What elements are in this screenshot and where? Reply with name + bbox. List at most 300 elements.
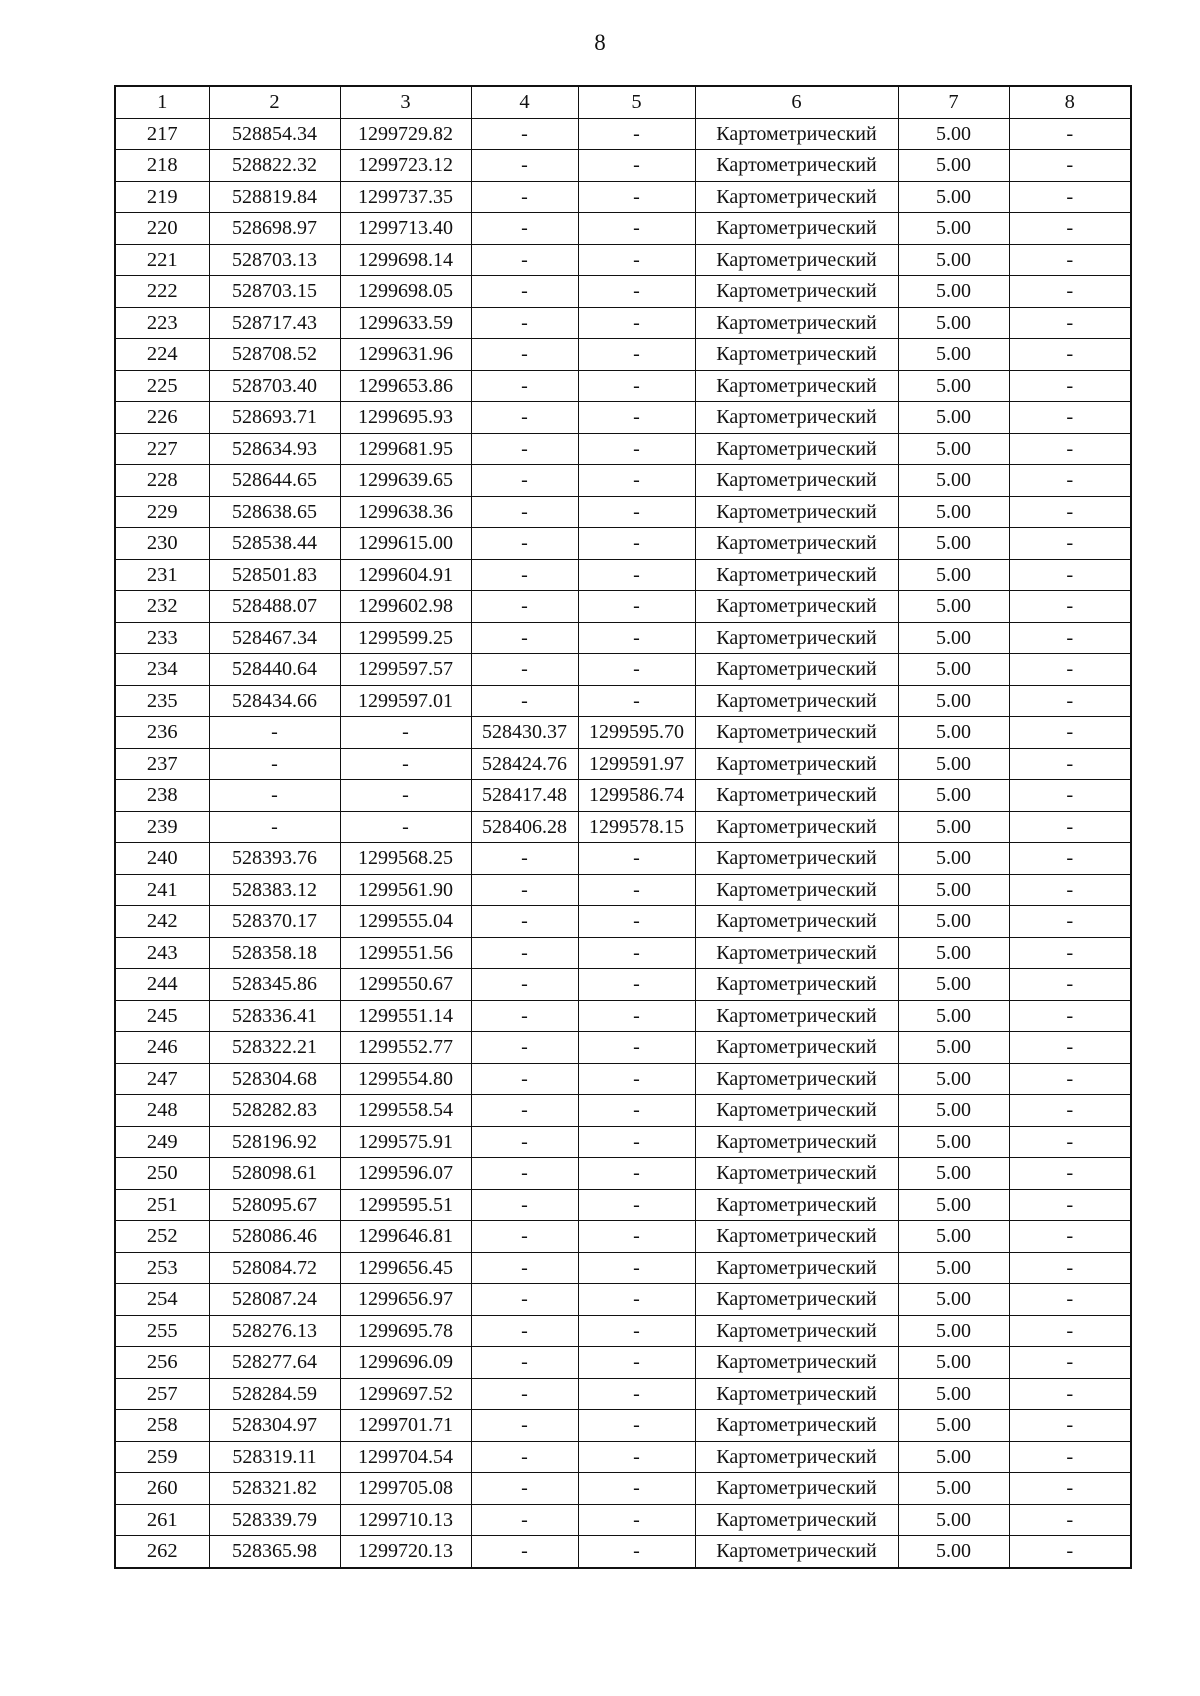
cell-col-5: - [578,1441,695,1473]
cell-col-8: - [1009,370,1131,402]
cell-col-3: 1299633.59 [340,307,471,339]
cell-point-number: 226 [115,402,209,434]
cell-col-8: - [1009,1158,1131,1190]
cell-col-3: 1299555.04 [340,906,471,938]
cell-accuracy: 5.00 [898,339,1009,371]
cell-point-number: 220 [115,213,209,245]
cell-accuracy: 5.00 [898,1158,1009,1190]
cell-col-8: - [1009,1221,1131,1253]
cell-col-5: - [578,906,695,938]
cell-col-4: - [471,213,578,245]
cell-col-5: - [578,622,695,654]
cell-accuracy: 5.00 [898,150,1009,182]
cell-col-2: 528644.65 [209,465,340,497]
cell-col-5: 1299591.97 [578,748,695,780]
cell-point-number: 262 [115,1536,209,1568]
cell-point-number: 258 [115,1410,209,1442]
cell-method: Картометрический [695,496,898,528]
cell-point-number: 249 [115,1126,209,1158]
cell-col-2: 528086.46 [209,1221,340,1253]
cell-method: Картометрический [695,1126,898,1158]
column-header-3: 3 [340,86,471,118]
table-row [115,244,1131,276]
table-row [115,811,1131,843]
cell-col-4: - [471,906,578,938]
cell-col-3: 1299595.51 [340,1189,471,1221]
cell-col-5: - [578,528,695,560]
table-row [115,717,1131,749]
cell-point-number: 227 [115,433,209,465]
cell-col-2: 528322.21 [209,1032,340,1064]
cell-col-3: 1299653.86 [340,370,471,402]
cell-method: Картометрический [695,307,898,339]
table-row [115,213,1131,245]
cell-accuracy: 5.00 [898,685,1009,717]
cell-col-2: 528638.65 [209,496,340,528]
cell-col-3: 1299554.80 [340,1063,471,1095]
column-header-7: 7 [898,86,1009,118]
cell-accuracy: 5.00 [898,118,1009,150]
cell-col-4: - [471,654,578,686]
cell-col-2: 528336.41 [209,1000,340,1032]
cell-col-2: 528284.59 [209,1378,340,1410]
cell-col-4: - [471,591,578,623]
cell-col-8: - [1009,433,1131,465]
cell-col-4: - [471,1347,578,1379]
cell-col-8: - [1009,118,1131,150]
cell-point-number: 250 [115,1158,209,1190]
table-row [115,276,1131,308]
cell-accuracy: 5.00 [898,465,1009,497]
cell-col-3: 1299638.36 [340,496,471,528]
cell-method: Картометрический [695,1063,898,1095]
cell-col-2: 528304.68 [209,1063,340,1095]
cell-accuracy: 5.00 [898,1189,1009,1221]
cell-method: Картометрический [695,1252,898,1284]
cell-col-3: 1299656.45 [340,1252,471,1284]
cell-accuracy: 5.00 [898,1504,1009,1536]
cell-col-3: 1299705.08 [340,1473,471,1505]
cell-col-3: 1299599.25 [340,622,471,654]
cell-point-number: 235 [115,685,209,717]
cell-col-8: - [1009,1000,1131,1032]
cell-method: Картометрический [695,150,898,182]
table-row [115,654,1131,686]
cell-accuracy: 5.00 [898,1252,1009,1284]
cell-col-5: - [578,1536,695,1568]
table-row [115,433,1131,465]
cell-col-2: 528087.24 [209,1284,340,1316]
cell-col-3: 1299695.93 [340,402,471,434]
cell-method: Картометрический [695,591,898,623]
table-row [115,1063,1131,1095]
cell-method: Картометрический [695,1441,898,1473]
cell-col-8: - [1009,496,1131,528]
cell-col-8: - [1009,307,1131,339]
cell-point-number: 260 [115,1473,209,1505]
cell-accuracy: 5.00 [898,1315,1009,1347]
cell-col-3: 1299646.81 [340,1221,471,1253]
cell-col-2: - [209,811,340,843]
cell-point-number: 224 [115,339,209,371]
cell-col-2: 528383.12 [209,874,340,906]
cell-point-number: 257 [115,1378,209,1410]
cell-method: Картометрический [695,465,898,497]
cell-col-2: 528488.07 [209,591,340,623]
cell-col-2: - [209,717,340,749]
cell-point-number: 248 [115,1095,209,1127]
cell-col-8: - [1009,906,1131,938]
cell-accuracy: 5.00 [898,748,1009,780]
cell-col-2: 528854.34 [209,118,340,150]
page-number: 8 [594,30,606,55]
cell-method: Картометрический [695,843,898,875]
cell-col-8: - [1009,1441,1131,1473]
cell-col-5: - [578,433,695,465]
cell-point-number: 254 [115,1284,209,1316]
column-header-2: 2 [209,86,340,118]
cell-col-2: - [209,780,340,812]
cell-accuracy: 5.00 [898,874,1009,906]
cell-col-8: - [1009,150,1131,182]
cell-col-4: - [471,685,578,717]
cell-col-8: - [1009,402,1131,434]
cell-method: Картометрический [695,1315,898,1347]
cell-col-4: - [471,1158,578,1190]
cell-col-4: - [471,1032,578,1064]
cell-col-3: 1299697.52 [340,1378,471,1410]
table-row [115,780,1131,812]
cell-method: Картометрический [695,339,898,371]
cell-accuracy: 5.00 [898,1410,1009,1442]
cell-point-number: 237 [115,748,209,780]
cell-col-3: - [340,717,471,749]
cell-col-3: 1299597.01 [340,685,471,717]
cell-point-number: 261 [115,1504,209,1536]
table-row [115,528,1131,560]
cell-col-8: - [1009,811,1131,843]
cell-point-number: 259 [115,1441,209,1473]
cell-accuracy: 5.00 [898,717,1009,749]
cell-point-number: 244 [115,969,209,1001]
cell-col-5: - [578,1315,695,1347]
cell-col-4: - [471,1095,578,1127]
cell-accuracy: 5.00 [898,654,1009,686]
cell-col-2: 528319.11 [209,1441,340,1473]
table-row [115,1410,1131,1442]
table-row [115,1536,1131,1568]
cell-col-5: - [578,1063,695,1095]
cell-point-number: 247 [115,1063,209,1095]
table-row [115,843,1131,875]
cell-point-number: 231 [115,559,209,591]
cell-col-4: - [471,1126,578,1158]
cell-method: Картометрический [695,1221,898,1253]
cell-accuracy: 5.00 [898,1347,1009,1379]
cell-col-8: - [1009,559,1131,591]
cell-col-2: 528370.17 [209,906,340,938]
cell-col-4: - [471,1504,578,1536]
cell-col-2: 528703.15 [209,276,340,308]
cell-col-4: - [471,1063,578,1095]
cell-accuracy: 5.00 [898,181,1009,213]
table-row [115,307,1131,339]
cell-method: Картометрический [695,528,898,560]
cell-accuracy: 5.00 [898,496,1009,528]
cell-col-8: - [1009,654,1131,686]
cell-point-number: 242 [115,906,209,938]
cell-point-number: 223 [115,307,209,339]
table-row [115,150,1131,182]
cell-col-8: - [1009,1126,1131,1158]
cell-col-2: - [209,748,340,780]
cell-point-number: 251 [115,1189,209,1221]
cell-col-3: 1299615.00 [340,528,471,560]
cell-col-4: - [471,244,578,276]
cell-col-2: 528321.82 [209,1473,340,1505]
cell-col-4: - [471,1000,578,1032]
cell-col-5: - [578,1158,695,1190]
table-row [115,496,1131,528]
cell-col-5: - [578,244,695,276]
cell-col-5: - [578,1347,695,1379]
cell-accuracy: 5.00 [898,937,1009,969]
table-row [115,1221,1131,1253]
cell-col-8: - [1009,213,1131,245]
cell-col-8: - [1009,1284,1131,1316]
cell-accuracy: 5.00 [898,1000,1009,1032]
cell-method: Картометрический [695,370,898,402]
table-row [115,181,1131,213]
cell-col-5: - [578,685,695,717]
cell-col-8: - [1009,717,1131,749]
cell-point-number: 232 [115,591,209,623]
cell-point-number: 229 [115,496,209,528]
cell-point-number: 225 [115,370,209,402]
cell-col-5: - [578,1189,695,1221]
cell-col-8: - [1009,1378,1131,1410]
cell-col-2: 528708.52 [209,339,340,371]
cell-method: Картометрический [695,811,898,843]
cell-method: Картометрический [695,1095,898,1127]
cell-col-3: 1299737.35 [340,181,471,213]
cell-col-3: 1299729.82 [340,118,471,150]
column-header-4: 4 [471,86,578,118]
cell-method: Картометрический [695,874,898,906]
cell-point-number: 245 [115,1000,209,1032]
cell-point-number: 233 [115,622,209,654]
table-row [115,1095,1131,1127]
cell-col-4: - [471,1315,578,1347]
cell-col-3: 1299604.91 [340,559,471,591]
cell-col-3: 1299597.57 [340,654,471,686]
cell-accuracy: 5.00 [898,811,1009,843]
cell-accuracy: 5.00 [898,1063,1009,1095]
cell-point-number: 234 [115,654,209,686]
cell-col-8: - [1009,465,1131,497]
cell-col-4: - [471,307,578,339]
cell-method: Картометрический [695,118,898,150]
cell-col-8: - [1009,1189,1131,1221]
cell-col-5: - [578,1252,695,1284]
cell-col-5: - [578,276,695,308]
cell-col-2: 528467.34 [209,622,340,654]
table-row [115,118,1131,150]
cell-col-5: - [578,937,695,969]
cell-col-4: - [471,339,578,371]
cell-col-4: - [471,1536,578,1568]
cell-col-4: - [471,969,578,1001]
cell-col-2: 528434.66 [209,685,340,717]
cell-accuracy: 5.00 [898,1221,1009,1253]
cell-accuracy: 5.00 [898,591,1009,623]
cell-col-2: 528095.67 [209,1189,340,1221]
cell-method: Картометрический [695,685,898,717]
cell-col-8: - [1009,1252,1131,1284]
table-row [115,591,1131,623]
cell-accuracy: 5.00 [898,1536,1009,1568]
cell-method: Картометрический [695,1000,898,1032]
cell-method: Картометрический [695,654,898,686]
cell-point-number: 253 [115,1252,209,1284]
table-row [115,1441,1131,1473]
cell-col-8: - [1009,339,1131,371]
cell-point-number: 246 [115,1032,209,1064]
cell-col-4: - [471,528,578,560]
cell-method: Картометрический [695,213,898,245]
cell-col-2: 528365.98 [209,1536,340,1568]
cell-col-2: 528358.18 [209,937,340,969]
cell-col-4: - [471,433,578,465]
cell-col-8: - [1009,780,1131,812]
cell-col-8: - [1009,622,1131,654]
cell-col-4: - [471,622,578,654]
cell-method: Картометрический [695,1032,898,1064]
cell-col-3: 1299561.90 [340,874,471,906]
cell-col-8: - [1009,843,1131,875]
cell-accuracy: 5.00 [898,780,1009,812]
cell-col-5: - [578,1126,695,1158]
cell-col-8: - [1009,874,1131,906]
cell-accuracy: 5.00 [898,307,1009,339]
cell-point-number: 238 [115,780,209,812]
cell-point-number: 217 [115,118,209,150]
cell-col-8: - [1009,244,1131,276]
table-row [115,1000,1131,1032]
cell-method: Картометрический [695,1378,898,1410]
cell-col-5: - [578,339,695,371]
cell-col-8: - [1009,1095,1131,1127]
cell-accuracy: 5.00 [898,528,1009,560]
cell-col-2: 528819.84 [209,181,340,213]
column-header-5: 5 [578,86,695,118]
cell-col-5: - [578,465,695,497]
cell-point-number: 241 [115,874,209,906]
cell-method: Картометрический [695,244,898,276]
cell-col-3: 1299681.95 [340,433,471,465]
cell-col-3: 1299596.07 [340,1158,471,1190]
cell-col-3: - [340,811,471,843]
cell-col-5: - [578,969,695,1001]
cell-col-5: - [578,1221,695,1253]
cell-col-5: - [578,1378,695,1410]
table-row [115,339,1131,371]
cell-col-4: - [471,276,578,308]
cell-col-2: 528304.97 [209,1410,340,1442]
cell-col-2: 528822.32 [209,150,340,182]
cell-col-4: - [471,1252,578,1284]
cell-method: Картометрический [695,181,898,213]
cell-col-4: - [471,118,578,150]
cell-col-3: 1299575.91 [340,1126,471,1158]
cell-point-number: 236 [115,717,209,749]
cell-method: Картометрический [695,1158,898,1190]
cell-accuracy: 5.00 [898,1126,1009,1158]
cell-col-3: 1299631.96 [340,339,471,371]
table-row [115,1252,1131,1284]
cell-col-5: - [578,118,695,150]
cell-col-5: - [578,874,695,906]
cell-col-4: 528406.28 [471,811,578,843]
cell-col-8: - [1009,1063,1131,1095]
cell-col-8: - [1009,937,1131,969]
cell-col-5: - [578,402,695,434]
cell-accuracy: 5.00 [898,433,1009,465]
cell-col-3: - [340,748,471,780]
cell-col-8: - [1009,1315,1131,1347]
cell-method: Картометрический [695,433,898,465]
cell-accuracy: 5.00 [898,402,1009,434]
cell-col-4: - [471,150,578,182]
cell-col-3: 1299710.13 [340,1504,471,1536]
column-header-6: 6 [695,86,898,118]
cell-col-3: 1299568.25 [340,843,471,875]
cell-col-5: - [578,181,695,213]
cell-accuracy: 5.00 [898,213,1009,245]
cell-point-number: 255 [115,1315,209,1347]
cell-accuracy: 5.00 [898,622,1009,654]
table-row [115,622,1131,654]
table-row [115,1032,1131,1064]
cell-accuracy: 5.00 [898,1378,1009,1410]
table-row [115,1284,1131,1316]
cell-col-8: - [1009,181,1131,213]
cell-point-number: 240 [115,843,209,875]
cell-method: Картометрический [695,969,898,1001]
cell-col-4: - [471,559,578,591]
table-row [115,1158,1131,1190]
cell-col-2: 528098.61 [209,1158,340,1190]
cell-col-2: 528698.97 [209,213,340,245]
cell-col-8: - [1009,1032,1131,1064]
cell-col-2: 528703.13 [209,244,340,276]
table-row [115,559,1131,591]
table-row [115,402,1131,434]
cell-col-8: - [1009,969,1131,1001]
cell-method: Картометрический [695,906,898,938]
cell-col-3: 1299696.09 [340,1347,471,1379]
cell-accuracy: 5.00 [898,1095,1009,1127]
cell-col-3: 1299656.97 [340,1284,471,1316]
cell-col-5: 1299586.74 [578,780,695,812]
cell-col-5: - [578,1473,695,1505]
table-row [115,748,1131,780]
cell-col-5: - [578,150,695,182]
cell-col-5: - [578,1000,695,1032]
cell-method: Картометрический [695,1410,898,1442]
cell-col-4: - [471,1189,578,1221]
cell-col-8: - [1009,591,1131,623]
